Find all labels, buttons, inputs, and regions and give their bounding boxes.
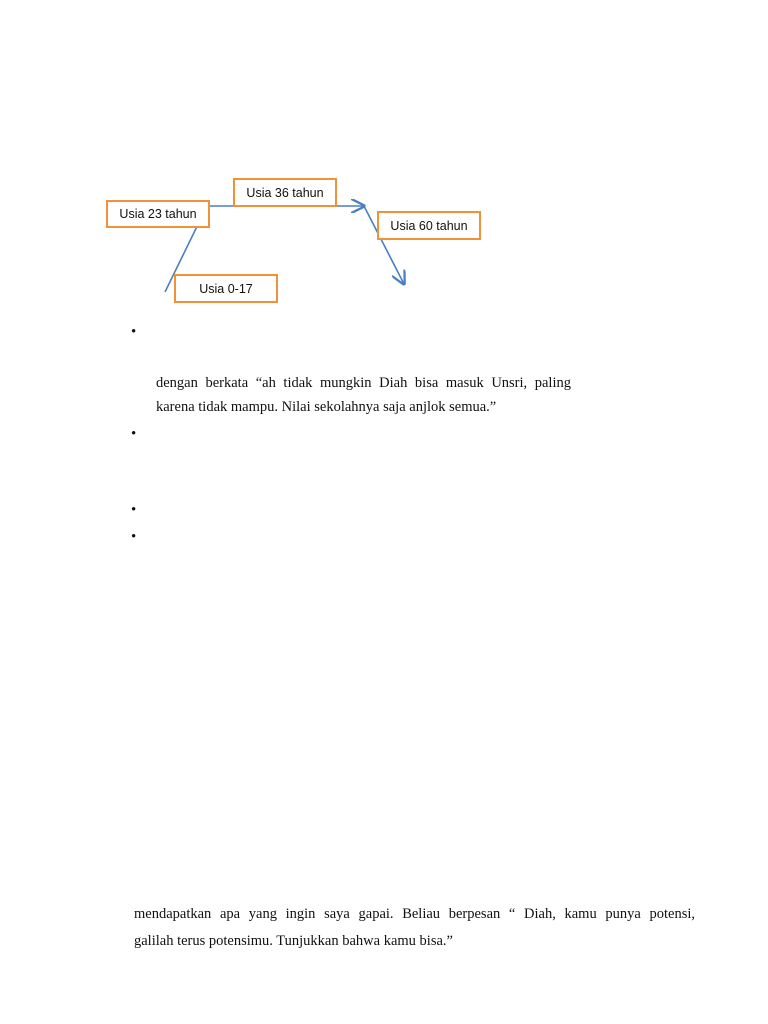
label-usia-23 <box>106 200 210 228</box>
bullet-4: • <box>131 529 137 545</box>
paragraph-1-line-1: dengan berkata “ah tidak mungkin Diah bisa masuk Unsri, paling <box>156 375 571 391</box>
label-usia-36-text: Usia 36 tahun <box>246 185 324 200</box>
paragraph-2-line-2: galilah terus potensimu. Tunjukkan bahwa kamu bisa.” <box>134 933 453 949</box>
label-usia-23-text: Usia 23 tahun <box>119 207 197 221</box>
label-usia-60-text: Usia 60 tahun <box>390 218 468 233</box>
bullet-3: • <box>131 502 137 518</box>
label-usia-0-17 <box>174 274 278 303</box>
label-usia-0-17-text: Usia 0-17 <box>199 281 253 296</box>
label-usia-36 <box>233 178 337 207</box>
bullet-2: • <box>131 426 137 442</box>
life-stage-diagram <box>0 0 768 320</box>
paragraph-1-line-2: karena tidak mampu. Nilai sekolahnya saja anjlok semua.” <box>156 399 497 415</box>
paragraph-2-line-1: mendapatkan apa yang ingin saya gapai. Beliau berpesan “ Diah, kamu punya potensi, <box>134 906 695 922</box>
label-usia-60 <box>377 211 481 240</box>
trajectory-arrows <box>0 0 768 320</box>
bullet-1: • <box>131 324 137 340</box>
